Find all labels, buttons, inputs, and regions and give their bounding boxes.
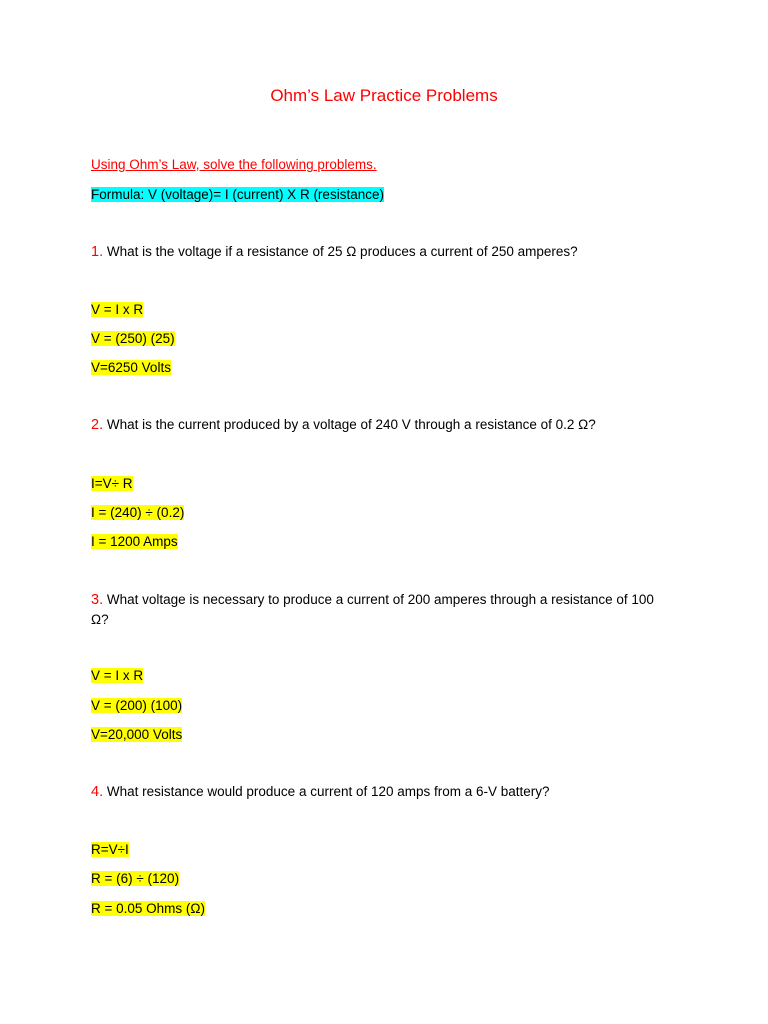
problem-2-question	[91, 416, 596, 434]
answer-step: V = (200) (100)	[91, 698, 183, 713]
answer-step: V = I x R	[91, 302, 144, 317]
problem-number: 4.	[91, 784, 104, 800]
problem-4-step-1	[91, 841, 129, 859]
answer-step: R = (6) ÷ (120)	[91, 871, 180, 886]
problem-4-step-3	[91, 900, 205, 918]
answer-step: I=V÷ R	[91, 476, 133, 491]
problem-4-question	[91, 783, 550, 801]
formula-text: Formula: V (voltage)= I (current) X R (resistance)	[91, 187, 384, 202]
problem-2-step-3	[91, 533, 178, 551]
problem-3-question	[91, 590, 666, 630]
problem-4-step-2	[91, 870, 179, 888]
answer-step: I = 1200 Amps	[91, 534, 178, 549]
problem-1-question	[91, 243, 578, 261]
answer-step: I = (240) ÷ (0.2)	[91, 505, 185, 520]
instruction-text: Using Ohm’s Law, solve the following problems.	[91, 157, 377, 172]
problem-2-step-2	[91, 504, 184, 522]
formula-line	[91, 186, 384, 204]
problem-3-step-3	[91, 726, 182, 744]
question-text: What voltage is necessary to produce a current of 200 amperes through a resistance of 100 Ω?	[91, 592, 654, 627]
question-text: What is the current produced by a voltage of 240 V through a resistance of 0.2 Ω?	[103, 417, 596, 432]
question-text: What resistance would produce a current of 120 amps from a 6-V battery?	[103, 784, 550, 799]
problem-number: 3.	[91, 592, 104, 608]
answer-step: V = (250) (25)	[91, 331, 175, 346]
page-title: Ohm’s Law Practice Problems	[270, 86, 498, 105]
answer-step: V=20,000 Volts	[91, 727, 183, 742]
problem-number: 1.	[91, 244, 104, 260]
answer-step: R = 0.05 Ohms (Ω)	[91, 901, 205, 916]
problem-2-step-1	[91, 475, 133, 493]
problem-1-step-1	[91, 301, 143, 319]
problem-3-step-2	[91, 697, 182, 715]
problem-number: 2.	[91, 417, 104, 433]
problem-3-step-1	[91, 667, 143, 685]
problem-1-step-3	[91, 359, 171, 377]
question-text: What is the voltage if a resistance of 25 Ω produces a current of 250 amperes?	[103, 244, 578, 259]
problem-1-step-2	[91, 330, 175, 348]
answer-step: V=6250 Volts	[91, 360, 171, 375]
answer-step: V = I x R	[91, 668, 144, 683]
answer-step: R=V÷I	[91, 842, 129, 857]
